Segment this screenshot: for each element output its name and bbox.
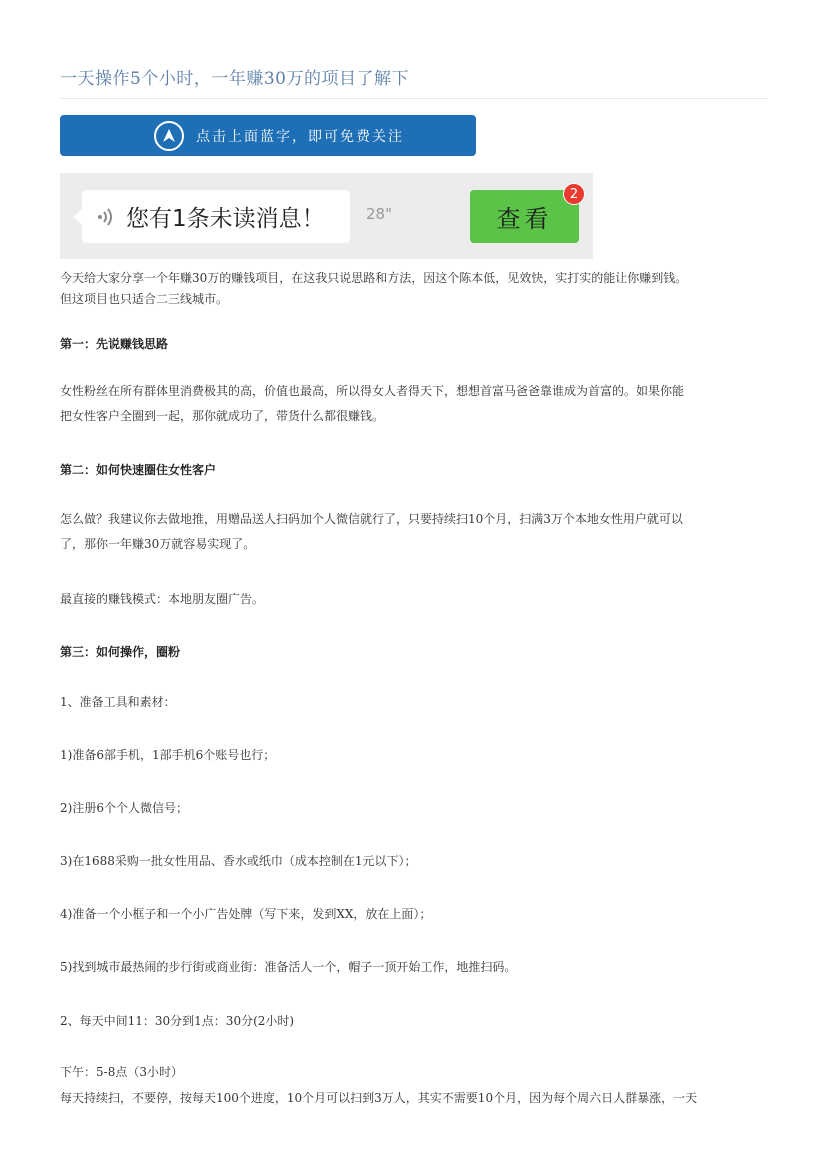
paragraph-1-line-1: 女性粉丝在所有群体里消费极其的高，价值也最高，所以得女人者得天下，想想首富马爸爸靠谁成为首富的。如果你能 (60, 384, 685, 398)
list-item: 3)在1688采购一批女性用品、香水或纸巾（成本控制在1元以下）； (60, 854, 417, 868)
message-bubble (82, 190, 350, 243)
title-divider (60, 98, 768, 99)
section-heading-1: 第一：先说赚钱思路 (60, 337, 169, 351)
list-item: 4)准备一个小框子和一个小广告处牌（写下来，发到XX，放在上面）； (60, 907, 432, 921)
section-heading-3: 第三：如何操作，圈粉 (60, 645, 181, 659)
unread-message-banner[interactable] (60, 173, 593, 259)
follow-banner-text: 点击上面蓝字，即可免费关注 (196, 128, 404, 145)
article-title: 一天操作5个小时，一年赚30万的项目了解下 (60, 69, 409, 89)
paragraph-2-line-2: 了，那你一年赚30万就容易实现了。 (60, 537, 256, 551)
paragraph-2-line-1: 怎么做？我建议你去做地推，用赠品送人扫码加个人微信就行了，只要持续扫10个月，扫满3万个本地女性用户就可以 (60, 512, 683, 526)
intro-line-2: 但这项目也只适合二三线城市。 (60, 292, 229, 306)
list-item: 1)准备6部手机，1部手机6个账号也行； (60, 748, 276, 762)
unread-message-text: 您有1条未读消息！ (126, 206, 325, 232)
voice-wave-icon (96, 206, 118, 232)
follow-banner[interactable] (60, 115, 476, 156)
step-1-heading: 1、准备工具和素材： (60, 695, 176, 709)
view-button[interactable]: 查看 (470, 190, 579, 243)
up-arrow-circle-icon (154, 121, 184, 151)
afternoon-schedule: 下午：5-8点（3小时） (60, 1065, 183, 1079)
paragraph-last-line: 每天持续扫，不要停，按每天100个进度，10个月可以扫到3万人，其实不需要10个月，因为每个周六日人群暴涨，一天 (60, 1091, 698, 1105)
unread-badge: 2 (563, 183, 585, 205)
voice-duration: 28" (366, 205, 392, 223)
list-item: 5)找到城市最热闹的步行街或商业街：准备活人一个，帽子一顶开始工作，地推扫码。 (60, 960, 517, 974)
paragraph-1-line-2: 把女性客户全圈到一起，那你就成功了，带货什么都很赚钱。 (60, 409, 385, 423)
step-2-heading: 2、每天中间11：30分到1点：30分(2小时) (60, 1014, 295, 1028)
list-item: 2)注册6个个人微信号； (60, 801, 188, 815)
paragraph-3: 最直接的赚钱模式：本地朋友圈广告。 (60, 592, 265, 606)
section-heading-2: 第二：如何快速圈住女性客户 (60, 463, 217, 477)
intro-line-1: 今天给大家分享一个年赚30万的赚钱项目，在这我只说思路和方法，因这个陈本低，见效快，实打实的能让你赚到钱。 (60, 271, 688, 285)
